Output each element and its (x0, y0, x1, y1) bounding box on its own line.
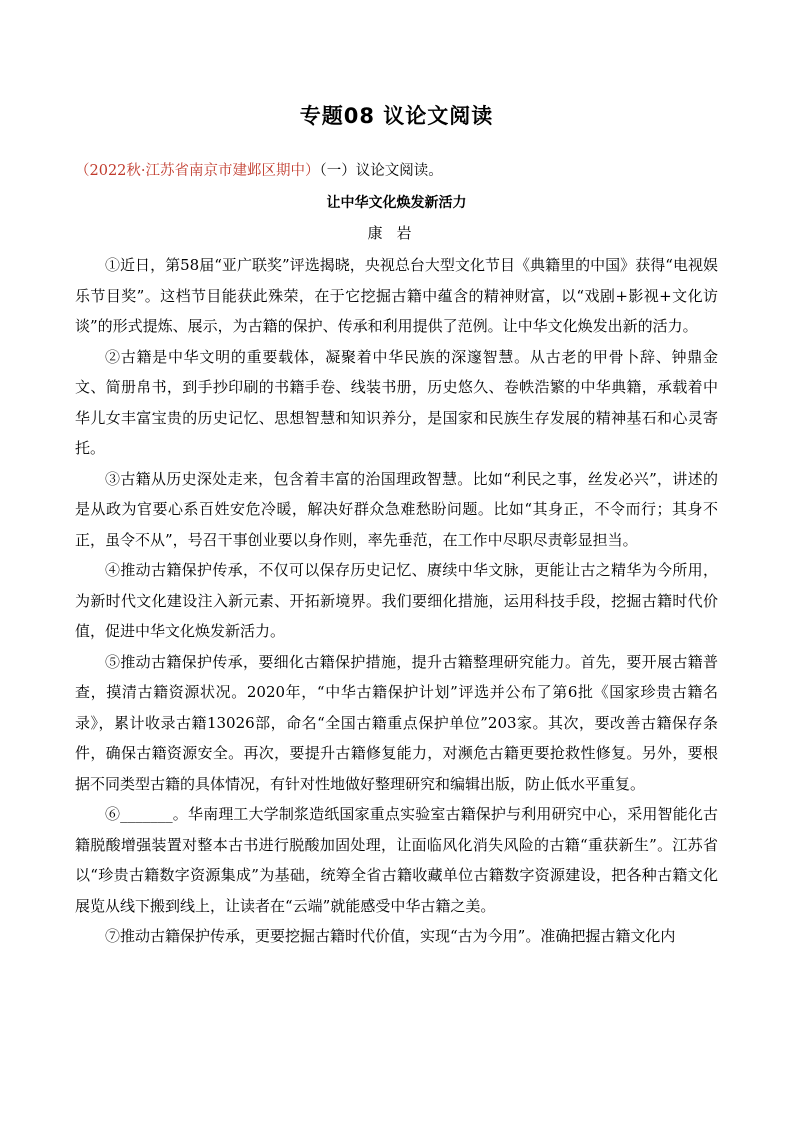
paragraph-2: ②古籍是中华文明的重要载体，凝聚着中华民族的深邃智慧。从古老的甲骨卜辞、钟鼎金文、简册帛书，到手抄印刷的书籍手卷、线装书册，历史悠久、卷帙浩繁的中华典籍，承载着中华儿女丰富宝贵的历史记忆、思想智慧和知识养分，是国家和民族生存发展的精神基石和心灵寄托。 (75, 347, 718, 457)
paragraph-4: ④推动古籍保护传承，不仅可以保存历史记忆、赓续中华文脉，更能让古之精华为今所用，为新时代文化建设注入新元素、开拓新境界。我们要细化措施，运用科技手段，挖掘古籍时代价值，促进中华文化焕发新活力。 (75, 561, 718, 640)
paragraph-5: ⑤推动古籍保护传承，要细化古籍保护措施，提升古籍整理研究能力。首先，要开展古籍普查，摸清古籍资源状况。2020年，“中华古籍保护计划”评选并公布了第6批《国家珍贵古籍名录》，累计收录古籍13026部，命名“全国古籍重点保护单位”203家。其次，要改善古籍保存条件，确保古籍资源安全。再次，要提升古籍修复能力，对濒危古籍更要抢救性修复。另外，要根据不同类型古籍的具体情况，有针对性地做好整理研究和编辑出版，防止低水平重复。 (75, 652, 718, 793)
source-citation: （2022秋·江苏省南京市建邺区期中） (75, 163, 320, 179)
paragraph-7: ⑦推动古籍保护传承，更要挖掘古籍时代价值，实现“古为今用”。准确把握古籍文化内 (105, 927, 676, 945)
question-header (75, 160, 718, 182)
paragraph-1: ①近日，第58届“亚广联奖”评选揭晓，央视总台大型文化节目《典籍里的中国》获得“电视娱乐节目奖”。这档节目能获此殊荣，在于它挖掘古籍中蕴含的精神财富，以“戏剧+影视+文化访谈”的形式提炼、展示，为古籍的保护、传承和利用提供了范例。让中华文化焕发出新的活力。 (75, 256, 718, 335)
paragraph-3: ③古籍从历史深处走来，包含着丰富的治国理政智慧。比如“利民之事，丝发必兴”，讲述的是从政为官要心系百姓安危冷暖，解决好群众急难愁盼问题。比如“其身正，不令而行；其身不正，虽令不从”，号召干事创业要以身作则，率先垂范，在工作中尽职尽责彰显担当。 (75, 469, 718, 549)
article-title: 让中华文化焕发新活力 (326, 195, 467, 211)
paragraph-6: ⑥_______。华南理工大学制浆造纸国家重点实验室古籍保护与利用研究中心，采用智能化古籍脱酸增强装置对整本古书进行脱酸加固处理，让面临风化消失风险的古籍“重获新生”。江苏省以“珍贵古籍数字资源集成”为基础，统筹全省古籍收藏单位古籍数字资源建设，把各种古籍文化展览从线下搬到线上，让读者在“云端”就能感受中华古籍之美。 (75, 805, 718, 915)
document-title: 专题08 议论文阅读 (299, 104, 494, 128)
question-instruction: （一）议论文阅读。 (319, 163, 443, 179)
article-author: 康岩 (367, 224, 426, 242)
article-body (75, 250, 718, 952)
